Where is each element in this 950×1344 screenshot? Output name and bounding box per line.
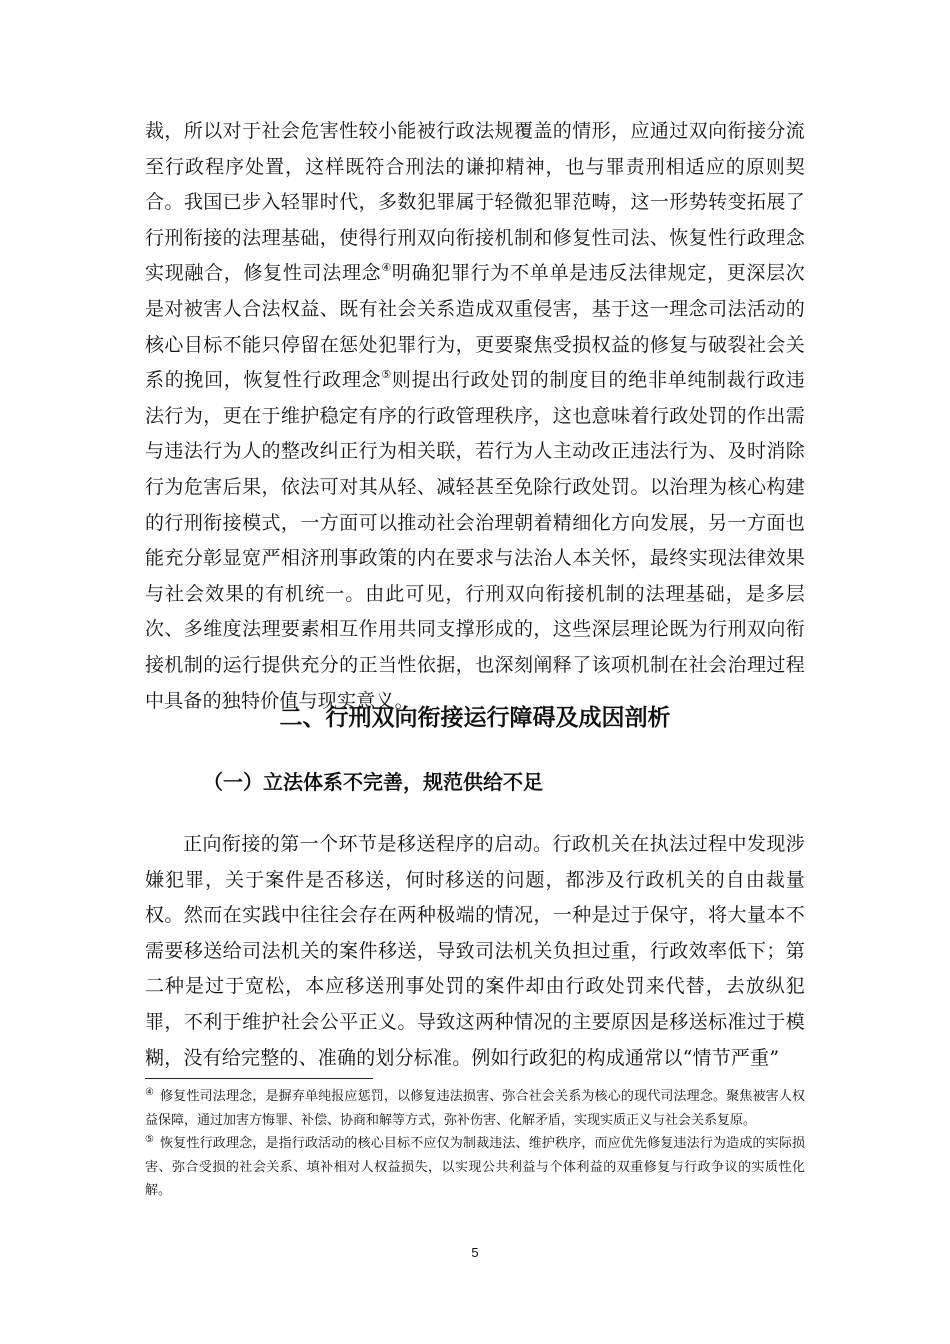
paragraph-1-text-b: 明确犯罪行为不单单是违反法律规定，更深层次是对被害人合法权益、既有社会关系造成双重侵害，基于这一理念司法活动的核心目标不能只停留在惩处犯罪行为，更要聚焦受损权益的修复与破裂社会关系的挽回，恢复性行政理念	[145, 262, 806, 392]
footnote-4	[145, 1085, 805, 1132]
paragraph-1-text-a: 裁，所以对于社会危害性较小能被行政法规覆盖的情形，应通过双向衔接分流至行政程序处置，这样既符合刑法的谦抑精神，也与罪责刑相适应的原则契合。我国已步入轻罪时代，多数犯罪属于轻微犯罪范畴，这一形势转变拓展了行刑衔接的法理基础，使得行刑双向衔接机制和修复性司法、恢复性行政理念实现融合，修复性司法理念	[145, 120, 805, 285]
body-paragraph-1	[145, 114, 805, 719]
paragraph-1-text-c: 则提出行政处罚的制度目的绝非单纯制裁行政违法行为，更在于维护稳定有序的行政管理秩序，这也意味着行政处罚的作出需与违法行为人的整改纠正行为相关联，若行为人主动改正违法行为、及时消除行为危害后果，依法可对其从轻、减轻甚至免除行政处罚。以治理为核心构建的行刑衔接模式，一方面可以推动社会治理朝着精细化方向发展，另一方面也能充分彰显宽严相济刑事政策的内在要求与法治人本关怀，最终实现法律效果与社会效果的有机统一。由此可见，行刑双向衔接机制的法理基础，是多层次、多维度法理要素相互作用共同支撑形成的，这些深层理论既为行刑双向衔接机制的运行提供充分的正当性依据，也深刻阐释了该项机制在社会治理过程中具备的独特价值与现实意义。	[145, 369, 806, 712]
page-number: 5	[471, 1245, 479, 1260]
section-heading: 二、行刑双向衔接运行障碍及成因剖析	[279, 705, 671, 731]
body-paragraph-2: 正向衔接的第一个环节是移送程序的启动。行政机关在执法过程中发现涉嫌犯罪，关于案件是否移送，何时移送的问题，都涉及行政机关的自由裁量权。然而在实践中往往会存在两种极端的情况，一种是过于保守，将大量本不需要移送给司法机关的案件移送，导致司法机关负担过重，行政效率低下；第二种是过于宽松，本应移送刑事处罚的案件却由行政处罚来代替，去放纵犯罪，不利于维护社会公平正义。导致这两种情况的主要原因是移送标准过于模糊，没有给完整的、准确的划分标准。例如行政犯的构成通常以“情节严重”	[145, 833, 805, 1069]
footnote-marker: ⑤	[145, 1133, 155, 1145]
footnote-separator	[145, 1078, 373, 1079]
subsection-heading: （一）立法体系不完善，规范供给不足	[203, 770, 543, 794]
footnotes	[145, 1085, 805, 1203]
footnote-5	[145, 1132, 805, 1203]
footnote-text: 修复性司法理念，是摒弃单纯报应惩罚，以修复违法损害、弥合社会关系为核心的现代司法理念。聚焦被害人权益保障，通过加害方悔罪、补偿、协商和解等方式，弥补伤害、化解矛盾，实现实质正义与社会关系复原。	[145, 1089, 805, 1128]
footnote-reference-4[interactable]: ④	[381, 261, 392, 275]
footnote-text: 恢复性行政理念，是指行政活动的核心目标不应仅为制裁违法、维护秩序，而应优先修复违法行为造成的实际损害、弥合受损的社会关系、填补相对人权益损失，以实现公共利益与个体利益的双重修复与行政争议的实质性化解。	[145, 1136, 805, 1199]
footnote-reference-5[interactable]: ⑤	[381, 367, 392, 381]
footnote-marker: ④	[145, 1086, 155, 1098]
